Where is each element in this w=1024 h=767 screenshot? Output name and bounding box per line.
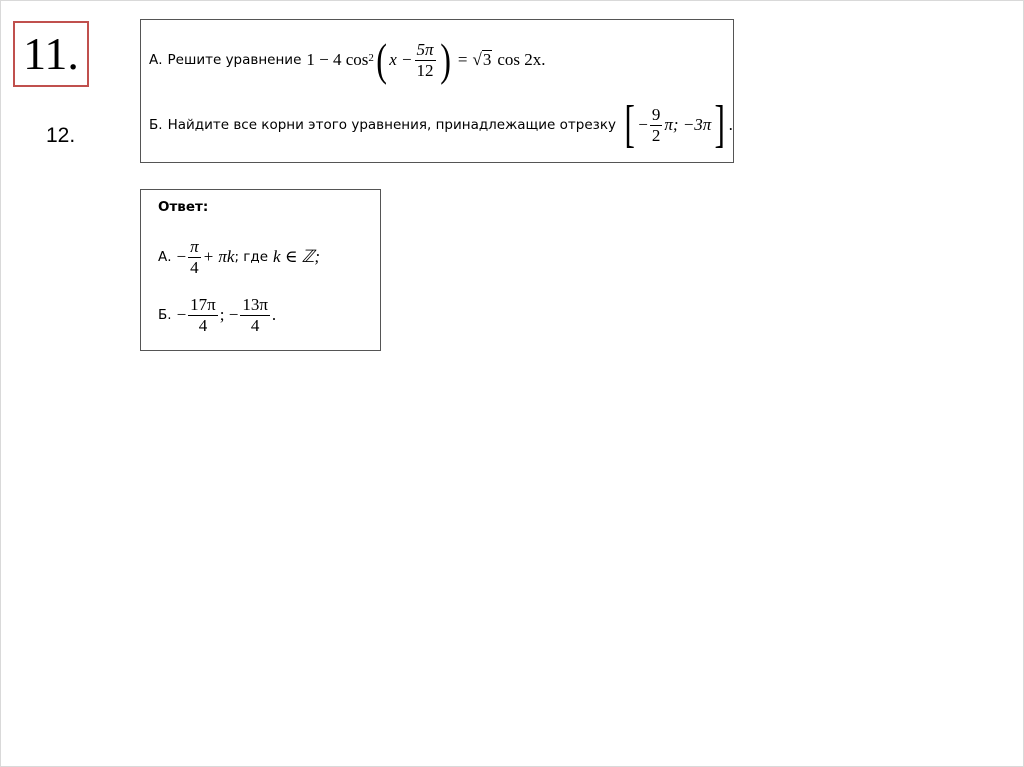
part-a-label: А. — [149, 52, 163, 68]
answer-b-fraction-1 — [188, 295, 218, 335]
part-a-text: Решите уравнение — [167, 52, 302, 68]
fraction-denominator: 12 — [416, 60, 434, 80]
answer-a-minus: − — [176, 247, 187, 266]
equation-equals: = — [457, 50, 468, 69]
segment-rest: π; −3π — [664, 115, 712, 134]
answer-a-fraction — [188, 237, 201, 277]
segment-minus: − — [638, 115, 648, 134]
equation-lhs: 1 − 4 cos — [306, 50, 369, 69]
segment-numerator: 9 — [651, 104, 661, 124]
fraction-numerator: 5π — [416, 39, 434, 59]
answer-a-text: ; где — [234, 249, 269, 265]
right-bracket: ] — [714, 96, 726, 153]
part-b-label: Б. — [149, 117, 163, 133]
answer-a-numerator: π — [190, 236, 199, 256]
slide-number-12: 12. — [46, 124, 76, 147]
answer-b-end: . — [271, 305, 277, 324]
answer-box — [140, 189, 381, 351]
answer-b-denominator-1: 4 — [198, 315, 208, 335]
segment-fraction — [650, 105, 663, 145]
segment-denominator: 2 — [651, 125, 661, 145]
task-box — [140, 19, 734, 163]
equation-fraction — [415, 40, 436, 80]
answer-b-label: Б. — [158, 307, 172, 323]
answer-b-minus: − — [176, 305, 187, 324]
right-paren: ) — [439, 34, 451, 85]
answer-a-denominator: 4 — [190, 257, 199, 277]
left-bracket: [ — [624, 96, 635, 153]
sqrt-symbol: √ 3 — [472, 50, 492, 69]
segment-end: . — [728, 115, 733, 134]
equation-power: 2 — [368, 52, 374, 64]
part-b-text: Найдите все корни этого уравнения, принадлежащие отрезку — [167, 117, 616, 133]
answer-b-fraction-2 — [240, 295, 270, 335]
answer-a-label: А. — [158, 249, 172, 265]
answer-title: Ответ: — [158, 199, 209, 215]
equation-x-minus: x − — [389, 50, 413, 69]
equation-rhs: cos 2x. — [497, 50, 546, 69]
slide-number-11: 11. — [13, 21, 89, 87]
task-part-a — [149, 34, 545, 86]
answer-b-separator: ; − — [219, 305, 239, 324]
sqrt-radicand: 3 — [482, 50, 492, 69]
left-paren: ( — [376, 34, 387, 85]
answer-part-a — [158, 236, 320, 278]
task-part-b — [149, 98, 733, 152]
answer-b-numerator-2: 13π — [242, 294, 268, 314]
answer-b-denominator-2: 4 — [250, 315, 260, 335]
answer-b-numerator-1: 17π — [190, 294, 216, 314]
answer-a-rest: + πk — [202, 247, 235, 266]
answer-part-b — [158, 292, 276, 338]
answer-a-condition: k ∈ ℤ; — [273, 247, 320, 266]
